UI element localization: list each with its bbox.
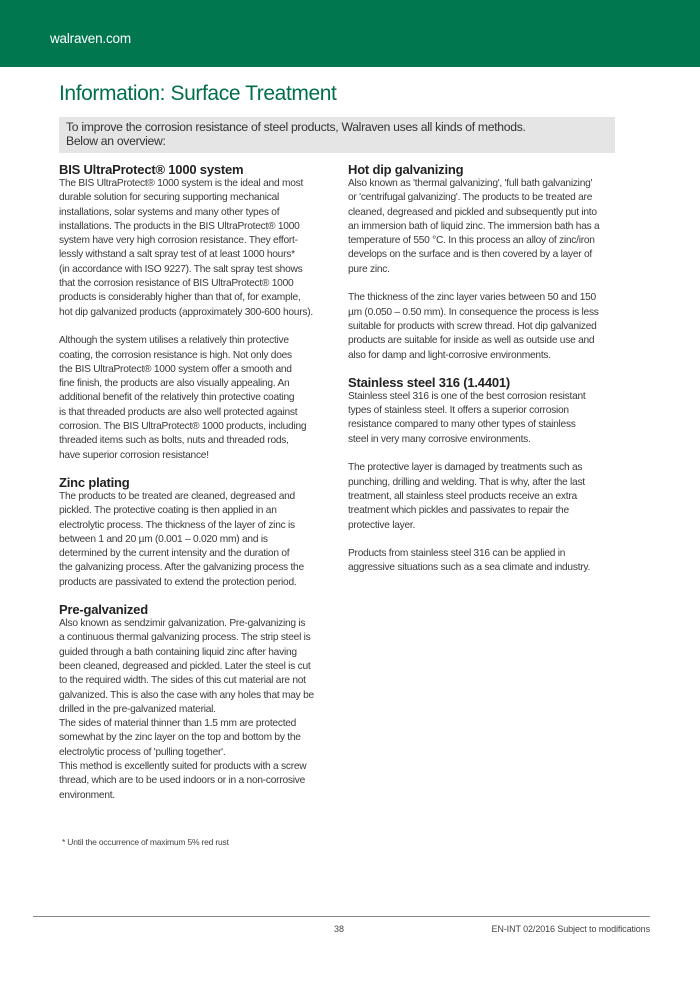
- text-line: (in accordance with ISO 9227). The salt spray test shows: [59, 263, 303, 275]
- paragraph: [348, 390, 633, 447]
- paragraph: [59, 617, 344, 803]
- paragraph: [59, 177, 344, 320]
- intro-box: [59, 117, 615, 153]
- section: [59, 162, 344, 463]
- text-line: punching, drilling and welding. That is why, after the last: [348, 476, 585, 488]
- text-line: steel in very many corrosive environments.: [348, 433, 531, 445]
- intro-line: To improve the corrosion resistance of steel products, Walraven uses all kinds of methods.: [66, 120, 526, 134]
- text-line: treatment which pickles and passivates to repair the: [348, 505, 569, 517]
- text-line: guided through a bath containing liquid zinc after having: [59, 646, 297, 658]
- text-line: coating, the corrosion resistance is high. Not only does: [59, 349, 292, 361]
- text-line: Also known as sendzimir galvanization. Pre-galvanizing is: [59, 618, 306, 630]
- text-line: the galvanizing process. After the galvanizing process the: [59, 562, 304, 574]
- section-heading: BIS UltraProtect® 1000 system: [59, 162, 244, 177]
- text-line: electrolytic process of 'pulling together'.: [59, 746, 226, 758]
- paragraph: [348, 177, 633, 277]
- paragraph: [348, 291, 633, 362]
- text-line: that the corrosion resistance of BIS UltraProtect® 1000: [59, 278, 294, 290]
- text-line: lessly withstand a salt spray test of at least 1000 hours*: [59, 249, 295, 261]
- section: [59, 602, 344, 803]
- section: [59, 475, 344, 590]
- site-url: walraven.com: [50, 31, 131, 46]
- text-line: additional benefit of the relatively thin protective coating: [59, 392, 295, 404]
- text-line: treatment, all stainless steel products receive an extra: [348, 490, 577, 502]
- text-line: pure zinc.: [348, 263, 390, 275]
- text-line: products are passivated to extend the protection period.: [59, 576, 297, 588]
- text-line: protective layer.: [348, 519, 416, 531]
- text-line: Although the system utilises a relatively thin protective: [59, 335, 289, 347]
- text-line: is that threaded products are also well protected against: [59, 406, 298, 418]
- text-line: drilled in the pre-galvanized material.: [59, 703, 216, 715]
- text-line: environment.: [59, 789, 115, 801]
- text-line: products are suitable for inside as well as outside use and: [348, 335, 595, 347]
- text-line: products is considerably higher than that of, for example,: [59, 292, 301, 304]
- text-line: somewhat by the zinc layer on the top and bottom by the: [59, 732, 301, 744]
- intro-line: Below an overview:: [66, 134, 166, 148]
- section: [348, 162, 633, 363]
- text-line: types of stainless steel. It offers a superior corrosion: [348, 405, 569, 417]
- text-line: the BIS UltraProtect® 1000 system offer a smooth and: [59, 363, 292, 375]
- text-line: a continuous thermal galvanizing process. The strip steel is: [59, 632, 311, 644]
- text-line: develops on the surface and is then covered by a layer of: [348, 249, 592, 261]
- section-heading: Zinc plating: [59, 474, 130, 490]
- text-line: resistance compared to many other types of stainless: [348, 419, 576, 431]
- text-line: The sides of material thinner than 1.5 mm are protected: [59, 718, 297, 730]
- left-column: [59, 162, 344, 815]
- text-line: between 1 and 20 µm (0.001 – 0.020 mm) and is: [59, 533, 268, 545]
- text-line: galvanized. This is also the case with any holes that may be: [59, 689, 314, 701]
- header-bar: [0, 0, 700, 67]
- text-line: electrolytic process. The thickness of the layer of zinc is: [59, 519, 295, 531]
- text-line: The thickness of the zinc layer varies between 50 and 150: [348, 292, 596, 304]
- text-line: also for damp and light-corrosive environments.: [348, 349, 551, 361]
- text-line: corrosion. The BIS UltraProtect® 1000 products, including: [59, 421, 307, 433]
- section-heading: Pre-galvanized: [59, 602, 148, 618]
- paragraph: [348, 547, 633, 576]
- text-line: aggressive situations such as a sea climate and industry.: [348, 562, 591, 574]
- text-line: an immersion bath of liquid zinc. The immersion bath has a: [348, 220, 600, 232]
- right-column: [348, 162, 633, 588]
- section-heading: Stainless steel 316 (1.4401): [348, 374, 511, 390]
- paragraph: [59, 490, 344, 590]
- page-number: 38: [334, 924, 345, 934]
- text-line: fine finish, the products are also visually appealing. An: [59, 378, 290, 390]
- edition-note: EN-INT 02/2016 Subject to modifications: [491, 924, 650, 934]
- text-line: The protective layer is damaged by treatments such as: [348, 462, 583, 474]
- section-heading: Hot dip galvanizing: [348, 162, 464, 177]
- text-line: The products to be treated are cleaned, degreased and: [59, 490, 295, 502]
- text-line: been cleaned, degreased and pickled. Later the steel is cut: [59, 660, 311, 672]
- text-line: installations, solar systems and many other types of: [59, 206, 280, 218]
- text-line: The BIS UltraProtect® 1000 system is the ideal and most: [59, 178, 304, 189]
- footer-divider: [33, 916, 650, 917]
- text-line: Stainless steel 316 is one of the best corrosion resistant: [348, 390, 586, 402]
- text-line: µm (0.050 – 0.50 mm). In consequence the process is less: [348, 306, 599, 318]
- text-line: temperature of 550 °C. In this process an alloy of zinc/iron: [348, 235, 595, 247]
- text-line: cleaned, degreased and pickled and subsequently put into: [348, 206, 597, 218]
- text-line: system have very high corrosion resistance. They effort-: [59, 235, 298, 247]
- text-line: durable solution for securing supporting mechanical: [59, 192, 280, 204]
- text-line: or 'centrifugal galvanizing'. The products to be treated are: [348, 192, 593, 204]
- text-line: suitable for products with screw thread. Hot dip galvanized: [348, 320, 597, 332]
- section: [348, 375, 633, 576]
- paragraph: [59, 334, 344, 463]
- text-line: This method is excellently suited for products with a screw: [59, 760, 307, 772]
- text-line: threaded items such as bolts, nuts and threaded rods,: [59, 435, 289, 447]
- text-line: hot dip galvanized products (approximately 300-600 hours).: [59, 306, 313, 318]
- text-line: installations. The products in the BIS UltraProtect® 1000: [59, 220, 300, 232]
- text-line: Also known as 'thermal galvanizing', 'full bath galvanizing': [348, 178, 593, 189]
- page-title: Information: Surface Treatment: [59, 82, 337, 105]
- text-line: determined by the current intensity and the duration of: [59, 548, 290, 560]
- footnote: * Until the occurrence of maximum 5% red rust: [62, 837, 229, 847]
- text-line: to the required width. The sides of this cut material are not: [59, 675, 306, 687]
- paragraph: [348, 461, 633, 532]
- text-line: thread, which are to be used indoors or in a non-corrosive: [59, 775, 305, 787]
- text-line: have superior corrosion resistance!: [59, 449, 209, 461]
- text-line: pickled. The protective coating is then applied in an: [59, 505, 277, 517]
- text-line: Products from stainless steel 316 can be applied in: [348, 548, 566, 560]
